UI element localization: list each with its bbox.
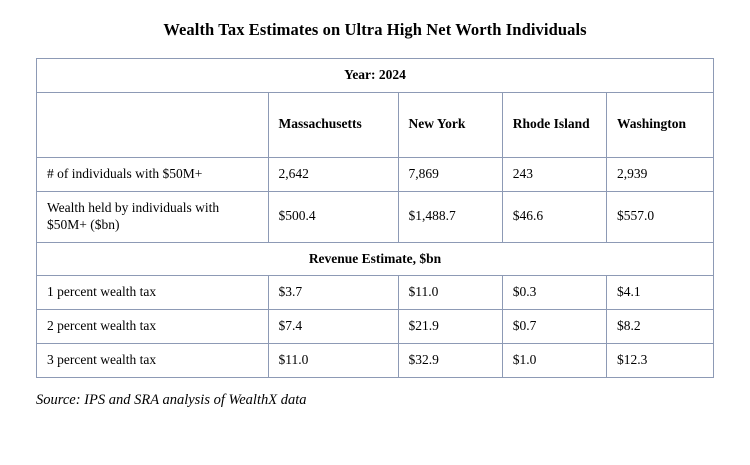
wealth-tax-table <box>36 58 714 378</box>
table-row-column-headers <box>37 92 714 157</box>
column-header-blank <box>37 92 269 157</box>
cell-2-percent-rhode-island: $0.7 <box>502 310 606 344</box>
column-header-new-york: New York <box>398 92 502 157</box>
table-row <box>37 191 714 242</box>
column-header-washington: Washington <box>607 92 714 157</box>
cell-2-percent-new-york: $21.9 <box>398 310 502 344</box>
table-row <box>37 276 714 310</box>
cell-1-percent-massachusetts: $3.7 <box>268 276 398 310</box>
cell-1-percent-new-york: $11.0 <box>398 276 502 310</box>
row-label-2-percent-tax: 2 percent wealth tax <box>37 310 269 344</box>
cell-3-percent-new-york: $32.9 <box>398 344 502 378</box>
cell-wealth-held-new-york: $1,488.7 <box>398 191 502 242</box>
cell-3-percent-massachusetts: $11.0 <box>268 344 398 378</box>
cell-wealth-held-washington: $557.0 <box>607 191 714 242</box>
cell-3-percent-rhode-island: $1.0 <box>502 344 606 378</box>
source-note: Source: IPS and SRA analysis of WealthX data <box>36 392 307 408</box>
cell-3-percent-washington: $12.3 <box>607 344 714 378</box>
page-title: Wealth Tax Estimates on Ultra High Net Worth Individuals <box>163 20 587 39</box>
table-row <box>37 310 714 344</box>
table-row-revenue-banner <box>37 242 714 276</box>
year-banner: Year: 2024 <box>37 59 714 93</box>
cell-individuals-count-massachusetts: 2,642 <box>268 157 398 191</box>
table-row <box>37 344 714 378</box>
cell-1-percent-rhode-island: $0.3 <box>502 276 606 310</box>
cell-individuals-count-washington: 2,939 <box>607 157 714 191</box>
column-header-massachusetts: Massachusetts <box>268 92 398 157</box>
cell-1-percent-washington: $4.1 <box>607 276 714 310</box>
row-label-individuals-count: # of individuals with $50M+ <box>37 157 269 191</box>
row-label-wealth-held: Wealth held by individuals with $50M+ ($bn) <box>37 191 269 242</box>
cell-wealth-held-rhode-island: $46.6 <box>502 191 606 242</box>
row-label-1-percent-tax: 1 percent wealth tax <box>37 276 269 310</box>
cell-individuals-count-new-york: 7,869 <box>398 157 502 191</box>
cell-2-percent-washington: $8.2 <box>607 310 714 344</box>
table-container <box>0 40 750 378</box>
cell-2-percent-massachusetts: $7.4 <box>268 310 398 344</box>
cell-wealth-held-massachusetts: $500.4 <box>268 191 398 242</box>
column-header-rhode-island: Rhode Island <box>502 92 606 157</box>
row-label-3-percent-tax: 3 percent wealth tax <box>37 344 269 378</box>
revenue-estimate-banner: Revenue Estimate, $bn <box>37 242 714 276</box>
cell-individuals-count-rhode-island: 243 <box>502 157 606 191</box>
table-row-year-banner <box>37 59 714 93</box>
table-row <box>37 157 714 191</box>
